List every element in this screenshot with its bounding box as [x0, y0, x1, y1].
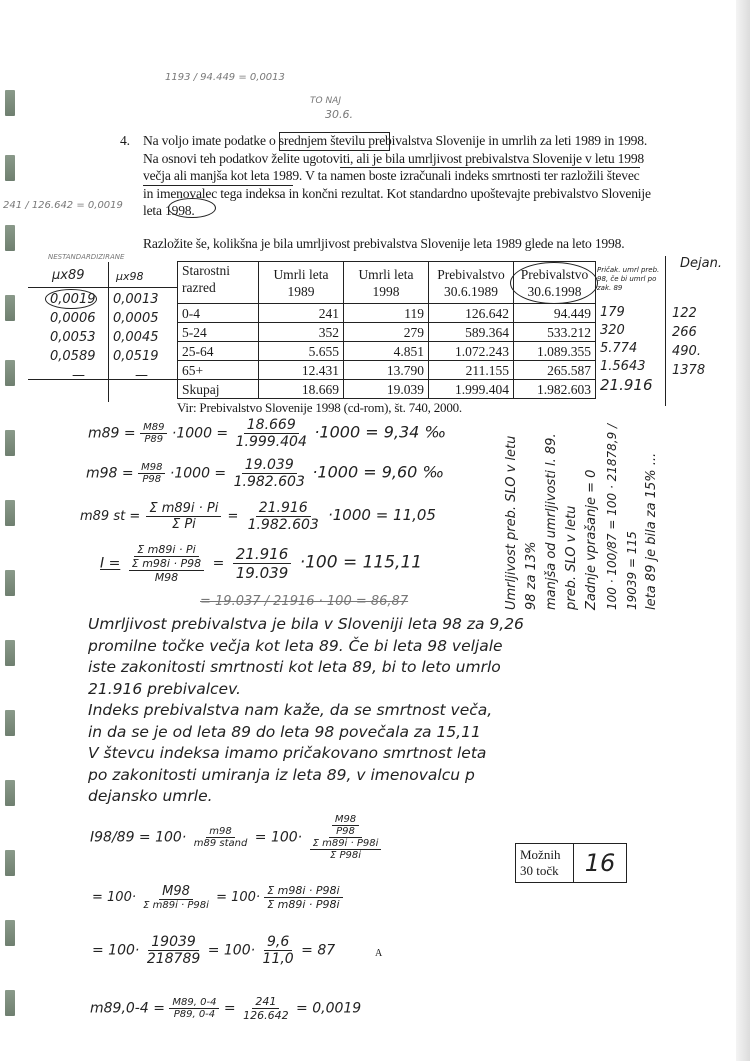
fraction — [245, 500, 322, 533]
binder-hole — [5, 920, 15, 946]
binder-hole — [5, 90, 15, 116]
numerator: 241 — [252, 995, 279, 1009]
cell: 1.999.404 — [429, 380, 514, 399]
formula-mid: ·1000 = — [171, 425, 229, 442]
mx89-value: 0,0589 — [50, 349, 96, 364]
formula-result: ·1000 = 9,34 ‰ — [314, 422, 447, 442]
numerator: Σ m89i · Pi — [146, 501, 221, 517]
denominator: P89 — [144, 434, 164, 445]
cell: 5.655 — [259, 342, 344, 361]
answer-paragraph — [88, 614, 524, 808]
question-text — [143, 132, 651, 220]
question-line: leta 1998. — [143, 203, 195, 218]
answer-line: dejansko umrle. — [88, 787, 213, 805]
formula-mid: = 100· — [216, 890, 261, 905]
score-label-line: Možnih — [520, 847, 561, 862]
expected-values — [600, 304, 653, 394]
cell: 12.431 — [259, 361, 344, 380]
denominator — [307, 838, 385, 861]
formula-result: ·1000 = 11,05 — [327, 506, 436, 524]
fraction — [231, 457, 308, 490]
header-line: 1998 — [372, 283, 400, 299]
binder-hole — [5, 360, 15, 386]
cell: 241 — [259, 304, 344, 323]
fraction — [144, 934, 203, 967]
answer-line: 21.916 prebivalcev. — [88, 679, 241, 698]
denominator: 126.642 — [243, 1009, 289, 1022]
highlight-box — [279, 132, 390, 151]
expected-value: 179 — [600, 305, 625, 320]
mx89-total: — — [72, 368, 85, 383]
cell: 279 — [344, 323, 429, 342]
numerator: 19.039 — [242, 457, 297, 474]
formula-result: = 0,0019 — [296, 1000, 362, 1017]
margin-note-date: 30.6. — [325, 108, 353, 121]
table-row — [178, 323, 596, 342]
binder-hole — [5, 710, 15, 736]
fraction — [169, 997, 219, 1020]
expected-value: 1.5643 — [600, 359, 646, 374]
binder-hole — [5, 990, 15, 1016]
score-label-line: 30 točk — [520, 863, 559, 878]
side-notes — [502, 415, 662, 610]
mx98-value: 0,0519 — [113, 349, 159, 364]
formula-m89 — [88, 417, 446, 450]
side-note: Umrljivost preb. SLO v letu 98 za 13% — [504, 435, 539, 610]
formula-mid: = — [227, 509, 239, 524]
table-row-total — [178, 380, 596, 399]
side-note: manjša od umrljivosti l. 89. — [544, 433, 559, 610]
numerator: 18.669 — [244, 417, 299, 434]
answer-line: Indeks prebivalstva nam kaže, da se smrtnost veča, — [88, 701, 493, 719]
formula-result: ·1000 = 9,60 ‰ — [312, 462, 445, 482]
hw-row-divider — [28, 287, 178, 288]
numerator: M98 — [138, 462, 165, 474]
answer-line: Umrljivost prebivalstva je bila v Sloveniji leta 98 za 9,26 — [88, 615, 524, 633]
binder-hole — [5, 640, 15, 666]
numerator: Σ m89i · P98i — [310, 838, 382, 850]
scan-edge — [736, 0, 750, 1061]
underline — [340, 167, 640, 168]
binder-hole — [5, 500, 15, 526]
formula-line-4 — [90, 995, 361, 1022]
header-cell — [178, 262, 259, 304]
numerator: m98 — [206, 826, 234, 838]
cell: 352 — [259, 323, 344, 342]
numerator: 21.916 — [256, 500, 311, 517]
mx98-value: 0,0005 — [113, 311, 159, 326]
denominator: 1.982.603 — [247, 517, 319, 533]
table-row — [178, 342, 596, 361]
mx98-value: 0,0045 — [113, 330, 159, 345]
binder-hole — [5, 225, 15, 251]
denominator: P98 — [142, 474, 162, 485]
formula-lhs: m89 st = — [80, 509, 141, 524]
binder-hole — [5, 780, 15, 806]
header-line: 30.6.1998 — [527, 283, 582, 299]
mx98-values — [113, 290, 159, 385]
cell: 13.790 — [344, 361, 429, 380]
numerator — [329, 814, 362, 838]
mx89-header: μx89 — [52, 268, 85, 283]
formula-lhs: = 100· — [92, 890, 136, 905]
numerator: M98 — [332, 814, 359, 826]
fraction — [332, 814, 359, 837]
formula-line-3 — [92, 934, 335, 967]
question-line: in imenovalec tega indeksa in končni rezultat. Kot standardno upoštevajte prebivalstvo Slovenije — [143, 185, 651, 201]
header-cell — [344, 262, 429, 304]
mx98-total: — — [135, 368, 148, 383]
circle-mark — [168, 198, 216, 218]
question-line: Na osnovi teh podatkov želite ugotoviti, ali je bila umrljivost prebivalstva Slovenije v letu 1998 — [143, 150, 645, 166]
cell: 119 — [344, 304, 429, 323]
fraction — [233, 545, 292, 582]
binder-hole — [5, 570, 15, 596]
fraction — [140, 884, 212, 911]
margin-note-left: 241 / 126.642 = 0,0019 — [3, 200, 123, 211]
answer-line: po zakonitosti umiranja iz leta 89, v imenovalcu p — [88, 765, 475, 784]
grader-mark: A — [375, 948, 383, 959]
denominator: P98 — [336, 826, 355, 837]
numerator: 9,6 — [264, 934, 292, 951]
margin-note-heading: NESTANDARDIZIRANE — [48, 253, 125, 261]
actual-value: 1378 — [672, 363, 706, 378]
margin-note-label: TO NAJ — [310, 96, 341, 106]
cell: 0-4 — [178, 304, 259, 323]
numerator: 21.916 — [233, 545, 292, 564]
side-note: preb. SLO v letu — [564, 505, 579, 610]
cell: 1.072.243 — [429, 342, 514, 361]
fraction — [146, 501, 221, 532]
expected-total: 21.916 — [600, 376, 653, 394]
formula-lhs: I98/89 = 100· — [90, 829, 187, 846]
denominator: 19.039 — [235, 564, 289, 582]
denominator: Σ Pi — [171, 517, 196, 532]
header-cell — [259, 262, 344, 304]
hw-column-divider — [108, 262, 109, 402]
cell: 211.155 — [429, 361, 514, 380]
formula-result: ·100 = 115,11 — [299, 552, 423, 573]
header-line: Prebivalstvo — [520, 266, 589, 282]
cell: 18.669 — [259, 380, 344, 399]
mx89-value: 0,0053 — [50, 330, 96, 345]
binder-hole — [5, 850, 15, 876]
cell: 19.039 — [344, 380, 429, 399]
cell: 1.089.355 — [514, 342, 596, 361]
denominator: 1.999.404 — [235, 434, 307, 450]
cell: 126.642 — [429, 304, 514, 323]
header-line: Umrli leta — [273, 266, 329, 282]
score-box — [515, 843, 627, 883]
actual-value: 122 — [672, 306, 697, 321]
actual-value: 266 — [672, 325, 697, 340]
fraction — [240, 995, 292, 1022]
mx89-value: 0,0019 — [50, 292, 96, 307]
numerator: Σ m89i · Pi — [134, 543, 198, 557]
header-line: Starostni — [182, 263, 231, 278]
table-source: Vir: Prebivalstvo Slovenije 1998 (cd-rom), št. 740, 2000. — [177, 400, 462, 415]
binder-hole — [5, 155, 15, 181]
formula-mid: = — [223, 1000, 236, 1017]
side-note: Zadnje vprašanje = 0 — [584, 469, 599, 610]
actual-value: 490. — [672, 344, 701, 359]
cell: 1.982.603 — [514, 380, 596, 399]
formula-lhs: I = — [100, 555, 121, 572]
denominator: m89 stand — [193, 838, 248, 849]
numerator: M89, 0-4 — [169, 997, 219, 1009]
fraction — [140, 422, 167, 445]
crossed-out-calc: = 19.037 / 21916 · 100 = 86,87 — [200, 594, 409, 609]
actual-values — [672, 304, 705, 380]
side-note: leta 89 je bila za 15% ... — [644, 452, 659, 610]
expected-value: 5.774 — [600, 341, 638, 356]
fraction — [129, 543, 204, 584]
denominator: 1.982.603 — [233, 474, 305, 490]
formula-result: = 87 — [301, 942, 336, 959]
fraction — [233, 417, 310, 450]
denominator-sub: M98 — [154, 571, 179, 584]
margin-note-top: 1193 / 94.449 = 0,0013 — [165, 72, 285, 83]
answer-line: iste zakonitosti smrtnosti kot leta 89, bi to leto umrlo — [88, 658, 501, 676]
header-line: 1989 — [287, 283, 315, 299]
fraction — [307, 814, 385, 861]
denominator: 11,0 — [262, 951, 294, 967]
header-line: 30.6.1989 — [444, 283, 498, 299]
formula-m98 — [86, 457, 444, 490]
formula-lhs: m98 = — [86, 465, 134, 482]
header-cell — [429, 262, 514, 304]
cell: Skupaj — [178, 380, 259, 399]
fraction — [264, 884, 342, 911]
formula-index-98-89 — [90, 814, 384, 861]
denominator: Σ m89i · P98i — [143, 900, 209, 911]
numerator: Σ m98i · P98i — [264, 884, 342, 898]
denominator: Σ m89i · P98i — [267, 898, 340, 911]
formula-mid: = 100· — [254, 829, 303, 846]
question-line: Na voljo imate podatke o srednjem številu prebivalstva Slovenije in umrlih za leti 1989 in 1998. — [143, 133, 648, 148]
circle-mark — [45, 289, 97, 309]
expected-header: Pričak. umrl preb. 98, če bi umrl po zak. 89 — [597, 266, 660, 292]
mx98-value: 0,0013 — [113, 292, 159, 307]
formula-mid: = 100· — [207, 942, 256, 959]
answer-line: V števcu indeksa imamo pričakovano smrtnost leta — [88, 744, 487, 762]
denominator: Σ m98i · P98 — [129, 557, 204, 571]
actual-header: Dejan. — [680, 256, 722, 271]
fraction — [191, 826, 251, 849]
formula-mid: = — [212, 555, 225, 572]
denominator: 218789 — [146, 951, 201, 967]
cell: 94.449 — [514, 304, 596, 323]
mx98-header: μx98 — [116, 270, 144, 283]
fraction — [138, 462, 165, 485]
table-row — [178, 361, 596, 380]
cell: 4.851 — [344, 342, 429, 361]
mx89-value: 0,0006 — [50, 311, 96, 326]
fraction — [260, 934, 297, 967]
formula-index — [100, 543, 422, 584]
header-line: Umrli leta — [358, 266, 414, 282]
cell: 265.587 — [514, 361, 596, 380]
score-label — [516, 844, 574, 882]
question-followup: Razložite še, kolikšna je bila umrljivost prebivalstva Slovenije leta 1989 glede na leto 1998. — [143, 236, 625, 251]
binder-hole — [5, 295, 15, 321]
cell: 5-24 — [178, 323, 259, 342]
numerator: 19039 — [148, 934, 199, 951]
answer-line: promilne točke večja kot leta 89. Če bi leta 98 veljale — [88, 636, 503, 655]
expected-value: 320 — [600, 323, 625, 338]
score-value: 16 — [584, 849, 616, 877]
numerator: M89 — [140, 422, 167, 434]
circle-mark — [510, 262, 598, 304]
formula-lhs: = 100· — [92, 942, 140, 959]
formula-line-2 — [92, 884, 343, 911]
header-line: Prebivalstvo — [437, 266, 505, 282]
cell: 25-64 — [178, 342, 259, 361]
answer-line: in da se je od leta 89 do leta 98 povečala za 15,11 — [88, 722, 481, 741]
denominator: Σ P98i — [329, 850, 362, 861]
formula-lhs: m89 = — [88, 425, 136, 442]
binder-hole — [5, 430, 15, 456]
denominator: P89, 0-4 — [173, 1009, 216, 1020]
formula-mid: ·1000 = — [169, 465, 227, 482]
header-line: razred — [182, 280, 216, 295]
numerator: M98 — [159, 884, 193, 900]
cell: 65+ — [178, 361, 259, 380]
side-note: 100 · 100/87 = 100 · 21878,9 / 19039 = 115 — [605, 423, 639, 610]
formula-lhs: m89,0-4 = — [90, 1000, 165, 1017]
cell: 533.212 — [514, 323, 596, 342]
question-line: večja ali manjša kot leta 1989. V ta namen boste izračunali indeks smrtnosti ter razložili števec — [143, 168, 640, 183]
cell: 589.364 — [429, 323, 514, 342]
fraction — [310, 838, 382, 861]
table-row — [178, 304, 596, 323]
underline — [143, 185, 293, 186]
formula-m89-standard — [80, 500, 436, 533]
question-number: 4. — [120, 133, 130, 148]
hw-column-divider — [665, 256, 666, 406]
